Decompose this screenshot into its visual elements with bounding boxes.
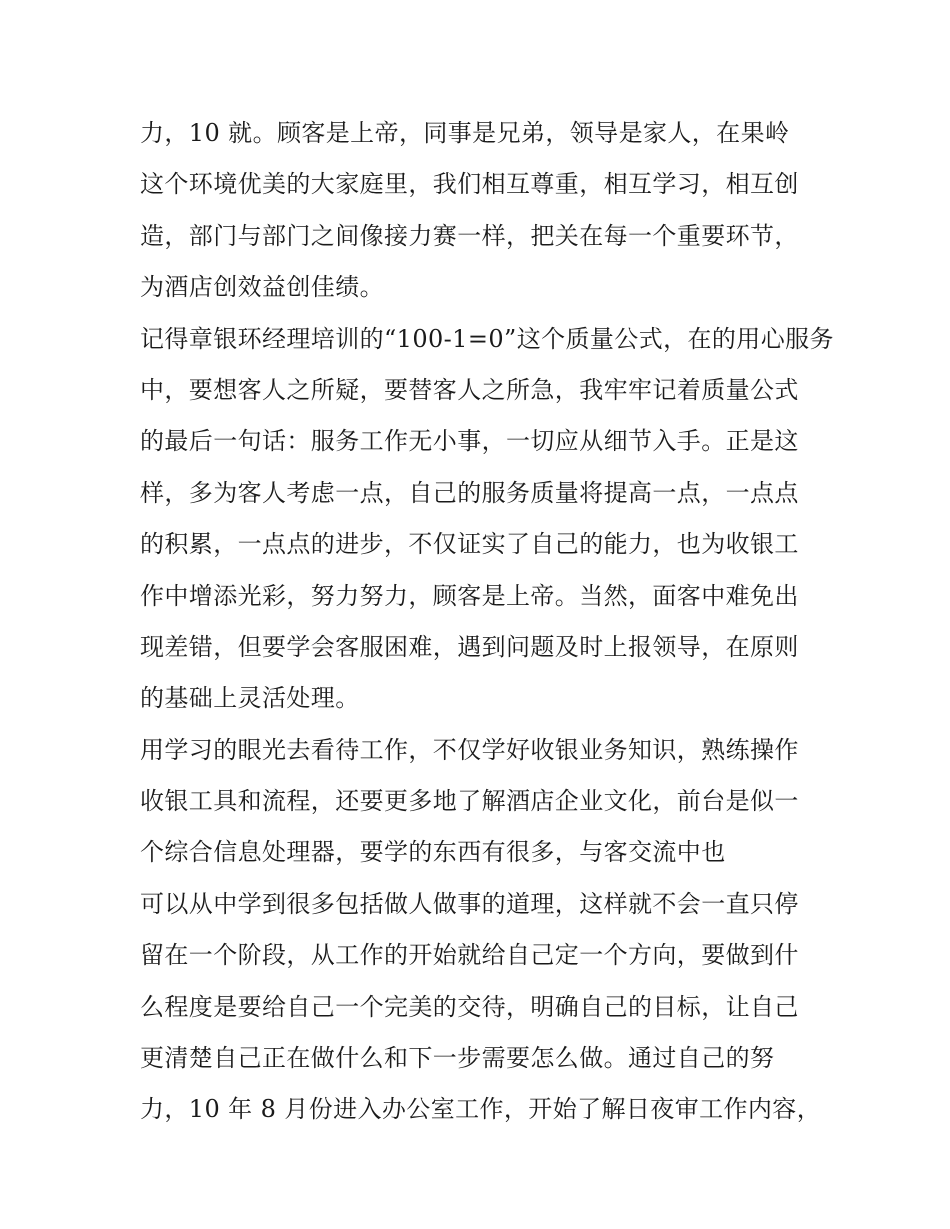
text-line: 更清楚自己正在做什么和下一步需要怎么做。通过自己的努 [140, 1044, 775, 1073]
text-line: 中，要想客人之所疑，要替客人之所急，我牢牢记着质量公式 [140, 375, 799, 404]
text-line: 留在一个阶段，从工作的开始就给自己定一个方向，要做到什 [140, 941, 799, 970]
document-body [140, 108, 834, 1136]
text-line: 造，部门与部门之间像接力赛一样，把关在每一个重要环节， [140, 221, 799, 250]
text-line: 这个环境优美的大家庭里，我们相互尊重，相互学习，相互创 [140, 170, 799, 199]
text-line: 的最后一句话：服务工作无小事，一切应从细节入手。正是这 [140, 427, 799, 456]
text-line: 力，10 就。顾客是上帝，同事是兄弟，领导是家人，在果岭 [140, 119, 790, 147]
text-line: 样，多为客人考虑一点，自己的服务质量将提高一点，一点点 [140, 478, 799, 507]
text-line: 收银工具和流程，还要更多地了解酒店企业文化，前台是似一 [140, 787, 799, 816]
text-line: 的积累，一点点的进步，不仅证实了自己的能力，也为收银工 [140, 530, 799, 559]
text-line: 现差错，但要学会客服困难，遇到问题及时上报领导，在原则 [140, 632, 799, 661]
text-line: 用学习的眼光去看待工作，不仅学好收银业务知识，熟练操作 [140, 735, 799, 764]
text-line: 的基础上灵活处理。 [140, 684, 360, 713]
text-line: 为酒店创效益创佳绩。 [140, 273, 384, 302]
text-line: 么程度是要给自己一个完美的交待，明确自己的目标，让自己 [140, 992, 799, 1021]
text-line: 记得章银环经理培训的“100-1=0”这个质量公式，在的用心服务 [140, 324, 834, 353]
text-line: 力，10 年 8 月份进入办公室工作，开始了解日夜审工作内容， [140, 1095, 822, 1124]
text-line: 作中增添光彩，努力努力，顾客是上帝。当然，面客中难免出 [140, 581, 799, 610]
text-line: 可以从中学到很多包括做人做事的道理，这样就不会一直只停 [140, 889, 799, 918]
text-line: 个综合信息处理器，要学的东西有很多，与客交流中也 [140, 838, 726, 867]
